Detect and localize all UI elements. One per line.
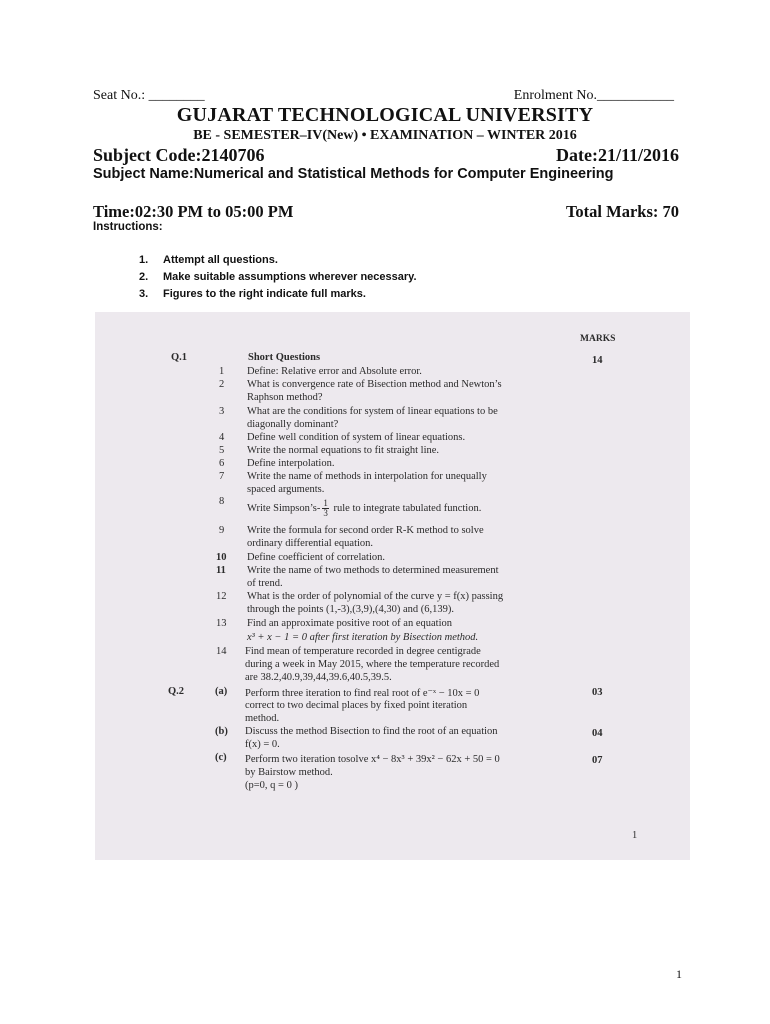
q1-item-text: Define coefficient of correlation. xyxy=(247,552,385,563)
q1-item-number: 3 xyxy=(219,406,225,417)
seat-enrolment-row xyxy=(93,88,679,104)
q1-item-number: 8 xyxy=(219,496,225,507)
q1-item-number: 12 xyxy=(216,591,227,602)
q1-item-text: Define: Relative error and Absolute error. xyxy=(247,366,422,377)
q1-item-text: What is convergence rate of Bisection method and Newton’s xyxy=(247,379,502,390)
q1-item-text: Write the name of methods in interpolation for unequally xyxy=(247,471,487,482)
q1-item-text: spaced arguments. xyxy=(247,484,325,495)
exam-time: Time:02:30 PM to 05:00 PM xyxy=(93,202,294,221)
q1-item-text: Write the formula for second order R-K method to solve xyxy=(247,525,484,536)
instruction-item: 3. Figures to the right indicate full marks. xyxy=(139,288,366,300)
q2-part-text: by Bairstow method. xyxy=(245,767,333,778)
q1-item-text: of trend. xyxy=(247,578,283,589)
q2-part-text: f(x) = 0. xyxy=(245,739,280,750)
q1-item-text: ordinary differential equation. xyxy=(247,538,374,549)
q1-item-text: Find mean of temperature recorded in degree centigrade xyxy=(245,646,481,657)
q1-item-text: Raphson method? xyxy=(247,392,323,403)
q1-item-number: 6 xyxy=(219,458,225,469)
q1-item-number: 13 xyxy=(216,618,227,629)
q1-item-number: 11 xyxy=(216,565,226,576)
page-number: 1 xyxy=(676,967,682,981)
q1-item-text: Find an approximate positive root of an equation xyxy=(247,618,452,629)
instructions-label: Instructions: xyxy=(93,221,163,233)
q2-part-marks: 04 xyxy=(592,728,603,739)
q1-item-number: 7 xyxy=(219,471,225,482)
q1-item-text: Write the name of two methods to determined measurement xyxy=(247,565,499,576)
enrolment-number-field: Enrolment No.___________ xyxy=(513,88,674,103)
q1-item-text-simpson: Write Simpson’s- $\frac{1}{3}$ rule to integrate tabulated function. xyxy=(247,498,482,518)
time-marks-row xyxy=(93,202,679,222)
q1-item-number: 10 xyxy=(216,552,227,563)
q2-part-label: (c) xyxy=(215,752,227,763)
q1-item-text: are 38.2,40.9,39,44,39.6,40.5,39.5. xyxy=(245,672,392,683)
subject-code-date-row xyxy=(93,145,679,166)
q1-item-number: 4 xyxy=(219,432,225,443)
marks-header: MARKS xyxy=(580,334,616,344)
q1-title: Short Questions xyxy=(248,352,321,363)
exam-date: Date:21/11/2016 xyxy=(556,145,679,165)
instruction-item: 2. Make suitable assumptions wherever necessary. xyxy=(139,271,417,283)
q1-item-text: What is the order of polynomial of the curve y = f(x) passing xyxy=(247,591,504,602)
scanned-question-image xyxy=(95,312,690,860)
q2-part-text: Discuss the method Bisection to find the root of an equation xyxy=(245,726,498,737)
q1-item-number: 1 xyxy=(219,366,225,377)
instruction-item: 1. Attempt all questions. xyxy=(139,254,278,266)
q1-item-equation: x³ + x − 1 = 0 after first iteration by Bisection method. xyxy=(247,632,479,643)
total-marks: Total Marks: 70 xyxy=(565,202,679,221)
semester-line: BE - SEMESTER–IV(New) • EXAMINATION – WINTER 2016 xyxy=(193,128,577,143)
q1-item-text: Define interpolation. xyxy=(247,458,335,469)
q1-item-text: diagonally dominant? xyxy=(247,419,339,430)
q1-label: Q.1 xyxy=(171,352,188,363)
university-title: GUJARAT TECHNOLOGICAL UNIVERSITY xyxy=(176,104,594,126)
q1-item-text: through the points (1,-3),(3,9),(4,30) and (6,139). xyxy=(247,604,455,615)
scan-page-number: 1 xyxy=(632,830,638,841)
q1-item-text: What are the conditions for system of linear equations to be xyxy=(247,406,498,417)
q1-marks: 14 xyxy=(592,355,603,366)
q2-part-text: Perform three iteration to find real root of e⁻ˣ − 10x = 0 xyxy=(245,688,480,699)
q1-item-number: 14 xyxy=(216,646,227,657)
subject-name: Subject Name:Numerical and Statistical Methods for Computer Engineering xyxy=(93,166,614,182)
q2-label: Q.2 xyxy=(168,686,185,697)
q1-item-text: Write the normal equations to fit straight line. xyxy=(247,445,440,456)
subject-code: Subject Code:2140706 xyxy=(93,145,265,165)
q2-part-marks: 07 xyxy=(592,755,603,766)
q1-item-number: 5 xyxy=(219,445,225,456)
seat-number-field: Seat No.: ________ xyxy=(93,88,205,103)
q2-part-marks: 03 xyxy=(592,687,603,698)
q2-part-label: (b) xyxy=(215,726,228,737)
instructions-list xyxy=(139,252,417,303)
q2-part-text: correct to two decimal places by fixed point iteration xyxy=(245,700,468,711)
q1-item-text: during a week in May 2015, where the temperature recorded xyxy=(245,659,500,670)
q1-item-number: 9 xyxy=(219,525,225,536)
fraction-one-third: $\frac{1}{3}$ xyxy=(323,498,328,518)
q1-item-number: 2 xyxy=(219,379,225,390)
q2-part-text: (p=0, q = 0 ) xyxy=(245,780,298,791)
q2-part-text: method. xyxy=(245,713,280,724)
q2-part-label: (a) xyxy=(215,686,228,697)
q2-part-text: Perform two iteration tosolve x⁴ − 8x³ + 39x² − 62x + 50 = 0 xyxy=(245,754,500,765)
q1-item-text: Define well condition of system of linear equations. xyxy=(247,432,466,443)
